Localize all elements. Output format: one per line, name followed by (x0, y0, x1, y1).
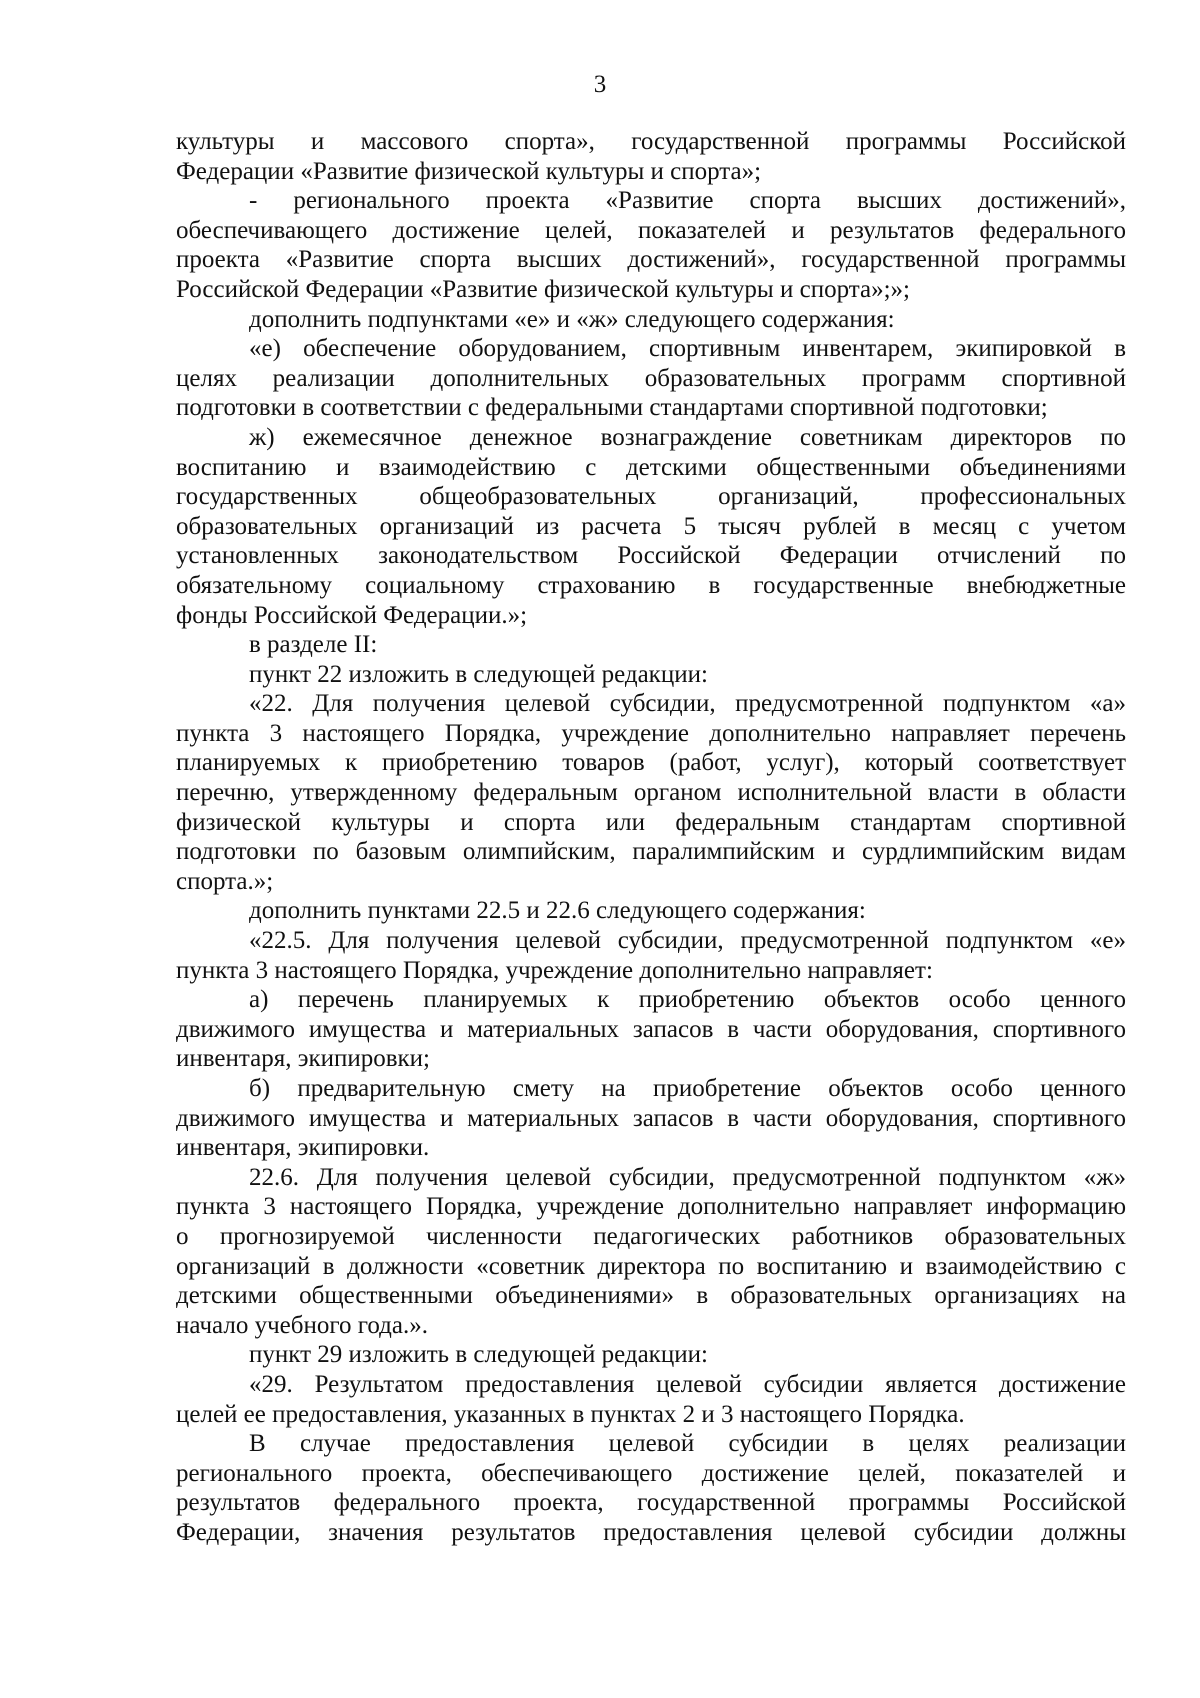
text-line: а) перечень планируемых к приобретению объектов особо ценного (249, 986, 1126, 1014)
text-line: подготовки в соответствии с федеральными стандартами спортивной подготовки; (176, 394, 1048, 422)
text-line: установленных законодательством Российской Федерации отчислений по (176, 542, 1126, 570)
text-line: подготовки по базовым олимпийским, паралимпийским и сурдлимпийским видам (176, 838, 1126, 866)
text-line: пункта 3 настоящего Порядка, учреждение дополнительно направляет: (176, 956, 933, 984)
text-line: дополнить подпунктами «е» и «ж» следующего содержания: (249, 305, 895, 333)
text-line: детскими общественными объединениями» в образовательных организациях на (176, 1282, 1126, 1310)
text-line: проекта «Развитие спорта высших достижений», государственной программы (176, 246, 1126, 274)
text-line: «е) обеспечение оборудованием, спортивным инвентарем, экипировкой в (249, 335, 1126, 363)
text-line: пункт 22 изложить в следующей редакции: (249, 660, 708, 688)
text-line: Российской Федерации «Развитие физической культуры и спорта»;»; (176, 275, 910, 303)
document-body (176, 127, 1126, 1548)
text-line: 22.6. Для получения целевой субсидии, предусмотренной подпунктом «ж» (249, 1163, 1126, 1191)
text-line: Федерации «Развитие физической культуры и спорта»; (176, 157, 762, 185)
text-line: обязательному социальному страхованию в государственные внебюджетные (176, 571, 1126, 599)
text-line: фонды Российской Федерации.»; (176, 601, 528, 629)
text-line: культуры и массового спорта», государственной программы Российской (176, 128, 1126, 155)
text-line: В случае предоставления целевой субсидии в целях реализации (249, 1430, 1126, 1458)
text-line: целях реализации дополнительных образовательных программ спортивной (176, 364, 1126, 392)
text-line: «29. Результатом предоставления целевой субсидии является достижение (249, 1370, 1126, 1398)
text-line: инвентаря, экипировки. (176, 1134, 430, 1162)
text-line: государственных общеобразовательных организаций, профессиональных (176, 483, 1126, 511)
text-line: - регионального проекта «Развитие спорта высших достижений», (249, 187, 1126, 215)
text-line: организаций в должности «советник директора по воспитанию и взаимодействию с (176, 1252, 1126, 1280)
text-line: пункт 29 изложить в следующей редакции: (249, 1341, 708, 1369)
text-line: обеспечивающего достижение целей, показателей и результатов федерального (176, 216, 1126, 244)
text-line: регионального проекта, обеспечивающего достижение целей, показателей и (176, 1459, 1126, 1487)
text-line: спорта.»; (176, 867, 274, 895)
text-line: в разделе II: (249, 631, 378, 659)
page-number: 3 (593, 71, 607, 98)
text-line: образовательных организаций из расчета 5 тысяч рублей в месяц с учетом (176, 512, 1126, 540)
text-line: результатов федерального проекта, государственной программы Российской (176, 1489, 1126, 1517)
text-line: «22. Для получения целевой субсидии, предусмотренной подпунктом «а» (249, 690, 1126, 718)
text-line: движимого имущества и материальных запасов в части оборудования, спортивного (176, 1104, 1126, 1132)
text-line: начало учебного года.». (176, 1311, 428, 1339)
text-line: целей ее предоставления, указанных в пунктах 2 и 3 настоящего Порядка. (176, 1400, 965, 1428)
text-line: ж) ежемесячное денежное вознаграждение советникам директоров по (249, 423, 1126, 451)
text-line: планируемых к приобретению товаров (работ, услуг), который соответствует (176, 749, 1126, 777)
text-line: Федерации, значения результатов предоставления целевой субсидии должны (176, 1518, 1126, 1546)
text-line: пункта 3 настоящего Порядка, учреждение дополнительно направляет информацию (176, 1193, 1126, 1221)
text-line: пункта 3 настоящего Порядка, учреждение дополнительно направляет перечень (176, 719, 1126, 747)
text-line: б) предварительную смету на приобретение объектов особо ценного (249, 1075, 1126, 1102)
text-line: перечню, утвержденному федеральным органом исполнительной власти в области (176, 779, 1126, 807)
text-line: инвентаря, экипировки; (176, 1045, 431, 1073)
text-line: о прогнозируемой численности педагогических работников образовательных (176, 1222, 1126, 1250)
text-line: «22.5. Для получения целевой субсидии, предусмотренной подпунктом «е» (249, 927, 1126, 955)
text-line: дополнить пунктами 22.5 и 22.6 следующего содержания: (249, 897, 866, 925)
text-line: воспитанию и взаимодействию с детскими общественными объединениями (176, 453, 1126, 481)
text-line: движимого имущества и материальных запасов в части оборудования, спортивного (176, 1015, 1126, 1043)
text-line: физической культуры и спорта или федеральным стандартам спортивной (176, 808, 1126, 836)
